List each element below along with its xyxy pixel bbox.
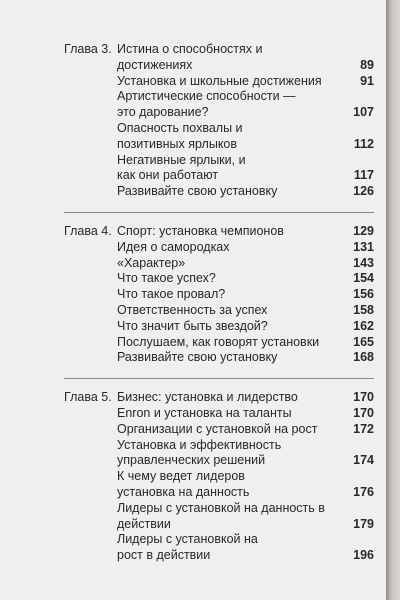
entry-title: Негативные ярлыки, и как они работают [117,152,246,183]
toc-entry [117,422,374,438]
toc-entry [117,121,374,153]
entry-title: Enron и установка на таланты [117,405,292,420]
entry-page: 174 [353,453,374,468]
toc-entry [117,501,374,533]
entry-page: 131 [353,239,374,254]
entry-title: Спорт: установка чемпионов [117,223,284,238]
entry-page: 129 [353,223,374,238]
page-edge [386,0,400,600]
entry-page: 158 [353,302,374,317]
entry-title: Лидеры с установкой на данность в действии [117,500,325,531]
chapter-5 [64,390,374,564]
entry-title: К чему ведет лидеров установка на данность [117,469,250,499]
toc-entry [117,240,374,256]
section-divider [64,212,374,213]
entry-page: 165 [353,334,374,349]
entry-title: Что такое провал? [117,287,226,302]
chapter-entries [117,224,374,366]
toc-entry [117,184,374,200]
entry-page: 117 [353,168,374,183]
toc-entry [117,224,374,240]
chapter-entries [117,42,374,200]
toc-entry [117,42,374,74]
entry-page: 168 [353,350,374,365]
entry-page: 179 [353,516,374,531]
entry-title: Истина о способностях и достижениях [117,42,263,72]
toc-entry [117,532,374,564]
toc-entry [117,335,374,351]
section-divider [64,378,374,379]
entry-page: 176 [353,484,374,499]
entry-page: 143 [353,255,374,270]
entry-page: 196 [353,548,374,563]
entry-page: 172 [353,421,374,436]
entry-title: Артистические способности — это дарование? [117,89,296,120]
toc-entry [117,390,374,406]
toc-entry [117,350,374,366]
entry-page: 154 [353,271,374,286]
toc-entry [117,256,374,272]
toc-entry [117,271,374,287]
chapter-entries [117,390,374,564]
toc-entry [117,319,374,335]
entry-page: 91 [360,73,374,88]
entry-title: Развивайте свою установку [117,184,278,199]
chapter-label: Глава 3. [64,42,112,56]
entry-page: 170 [353,390,374,405]
entry-page: 162 [353,318,374,333]
entry-page: 89 [360,57,374,72]
entry-title: Опасность похвалы и позитивных ярлыков [117,120,243,151]
toc-entry [117,287,374,303]
entry-page: 107 [353,105,374,120]
toc-entry [117,303,374,319]
entry-title: Лидеры с установкой на рост в действии [117,532,258,563]
entry-title: «Характер» [117,255,186,270]
chapter-4 [64,224,374,366]
toc-entry [117,153,374,185]
toc-entry [117,438,374,470]
toc-entry [117,469,374,501]
entry-title: Организации с установкой на рост [117,421,318,436]
toc-entry [117,89,374,121]
entry-page: 170 [353,405,374,420]
chapter-label: Глава 4. [64,223,112,238]
entry-title: Послушаем, как говорят установки [117,334,320,349]
entry-page: 126 [353,184,374,199]
entry-title: Бизнес: установка и лидерство [117,390,298,405]
entry-page: 156 [353,287,374,302]
entry-title: Ответственность за успех [117,302,268,317]
entry-title: Установка и эффективность управленческих решений [117,437,282,468]
entry-title: Развивайте свою установку [117,350,278,365]
entry-title: Установка и школьные достижения [117,73,322,88]
toc-entry [117,406,374,422]
toc-entry [117,74,374,90]
entry-page: 112 [353,136,374,151]
entry-title: Что значит быть звездой? [117,318,268,333]
chapter-3 [64,42,374,200]
chapter-label: Глава 5. [64,390,112,405]
entry-title: Что такое успех? [117,271,216,286]
entry-title: Идея о самородках [117,239,230,254]
table-of-contents [64,42,374,564]
